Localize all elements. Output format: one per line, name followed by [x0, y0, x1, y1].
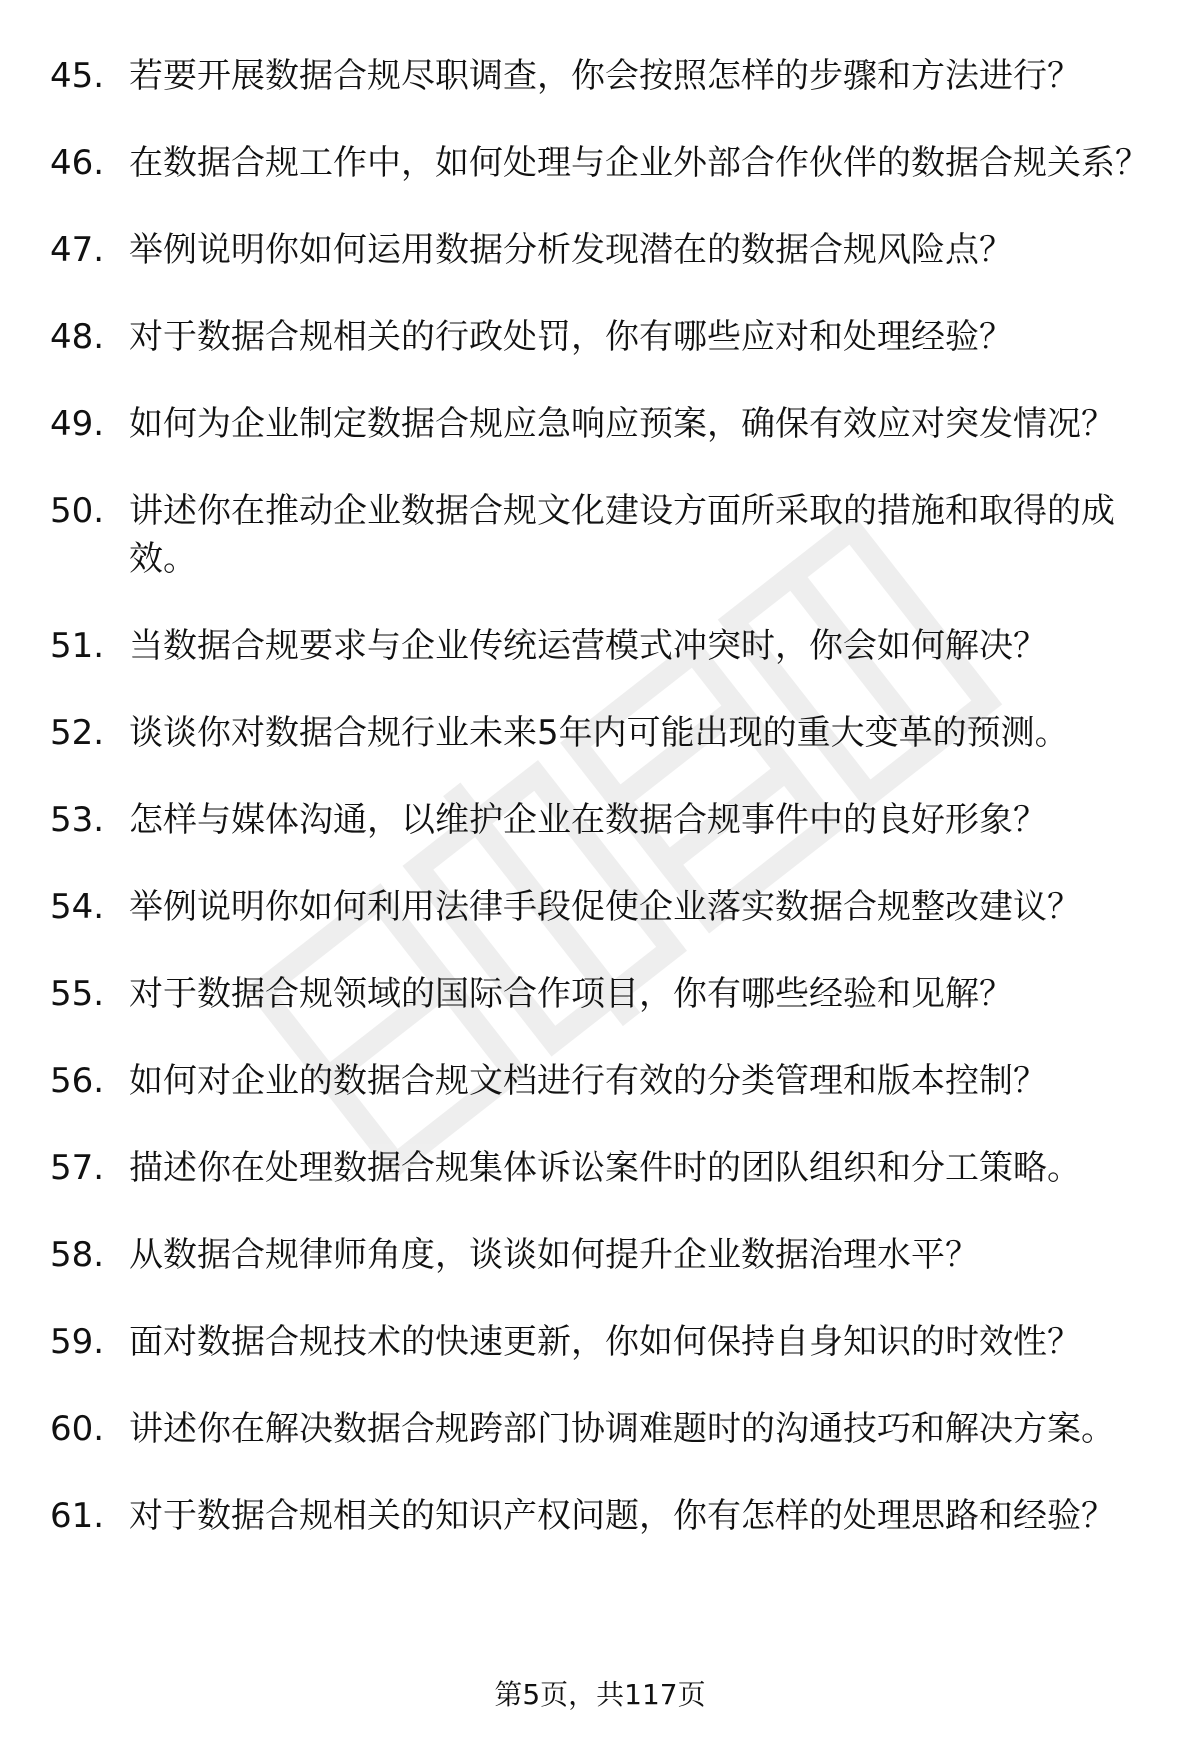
question-number: 51. [50, 626, 105, 666]
list-item [50, 52, 1150, 100]
question-text: 在数据合规工作中，如何处理与企业外部合作伙伴的数据合规关系？ [129, 143, 1149, 183]
question-text: 怎样与媒体沟通，以维护企业在数据合规事件中的良好形象？ [129, 800, 1047, 840]
question-text: 举例说明你如何利用法律手段促使企业落实数据合规整改建议？ [129, 887, 1081, 927]
question-text: 对于数据合规相关的行政处罚，你有哪些应对和处理经验？ [129, 317, 1013, 357]
list-item [50, 226, 1150, 274]
list-item [50, 709, 1150, 757]
question-text: 如何对企业的数据合规文档进行有效的分类管理和版本控制？ [129, 1061, 1047, 1101]
list-item [50, 1057, 1150, 1105]
question-number: 56. [50, 1061, 105, 1101]
question-text: 如何为企业制定数据合规应急响应预案，确保有效应对突发情况？ [129, 404, 1115, 444]
list-item [50, 1405, 1150, 1453]
list-item [50, 139, 1150, 187]
list-item [50, 1318, 1150, 1366]
question-text: 讲述你在解决数据合规跨部门协调难题时的沟通技巧和解决方案。 [129, 1409, 1115, 1449]
list-item [50, 1492, 1150, 1540]
question-number: 50. [50, 491, 105, 531]
question-number: 47. [50, 230, 105, 270]
question-number: 54. [50, 887, 105, 927]
list-item [50, 313, 1150, 361]
question-list [50, 52, 1150, 1579]
list-item [50, 970, 1150, 1018]
list-item [50, 1144, 1150, 1192]
question-number: 61. [50, 1496, 105, 1536]
question-number: 52. [50, 713, 105, 753]
list-item [50, 883, 1150, 931]
question-number: 46. [50, 143, 105, 183]
page-number-footer: 第5页，共117页 [494, 1678, 706, 1711]
question-number: 57. [50, 1148, 105, 1188]
question-number: 48. [50, 317, 105, 357]
question-text: 描述你在处理数据合规集体诉讼案件时的团队组织和分工策略。 [129, 1148, 1081, 1188]
question-number: 49. [50, 404, 105, 444]
question-number: 45. [50, 56, 105, 96]
question-number: 60. [50, 1409, 105, 1449]
question-text: 面对数据合规技术的快速更新，你如何保持自身知识的时效性？ [129, 1322, 1081, 1362]
question-text: 从数据合规律师角度，谈谈如何提升企业数据治理水平？ [129, 1235, 979, 1275]
question-number: 58. [50, 1235, 105, 1275]
list-item [50, 796, 1150, 844]
question-text: 对于数据合规领域的国际合作项目，你有哪些经验和见解？ [129, 974, 1013, 1014]
question-text: 谈谈你对数据合规行业未来5年内可能出现的重大变革的预测。 [129, 713, 1069, 753]
list-item [50, 487, 1150, 583]
question-text: 对于数据合规相关的知识产权问题，你有怎样的处理思路和经验？ [129, 1496, 1115, 1536]
question-number: 53. [50, 800, 105, 840]
list-item [50, 1231, 1150, 1279]
list-item [50, 622, 1150, 670]
list-item [50, 400, 1150, 448]
question-number: 59. [50, 1322, 105, 1362]
question-text: 若要开展数据合规尽职调查，你会按照怎样的步骤和方法进行？ [129, 56, 1081, 96]
question-text: 当数据合规要求与企业传统运营模式冲突时，你会如何解决？ [129, 626, 1047, 666]
question-text: 举例说明你如何运用数据分析发现潜在的数据合规风险点？ [129, 230, 1013, 270]
question-number: 55. [50, 974, 105, 1014]
question-text: 讲述你在推动企业数据合规文化建设方面所采取的措施和取得的成效。 [129, 491, 1115, 579]
